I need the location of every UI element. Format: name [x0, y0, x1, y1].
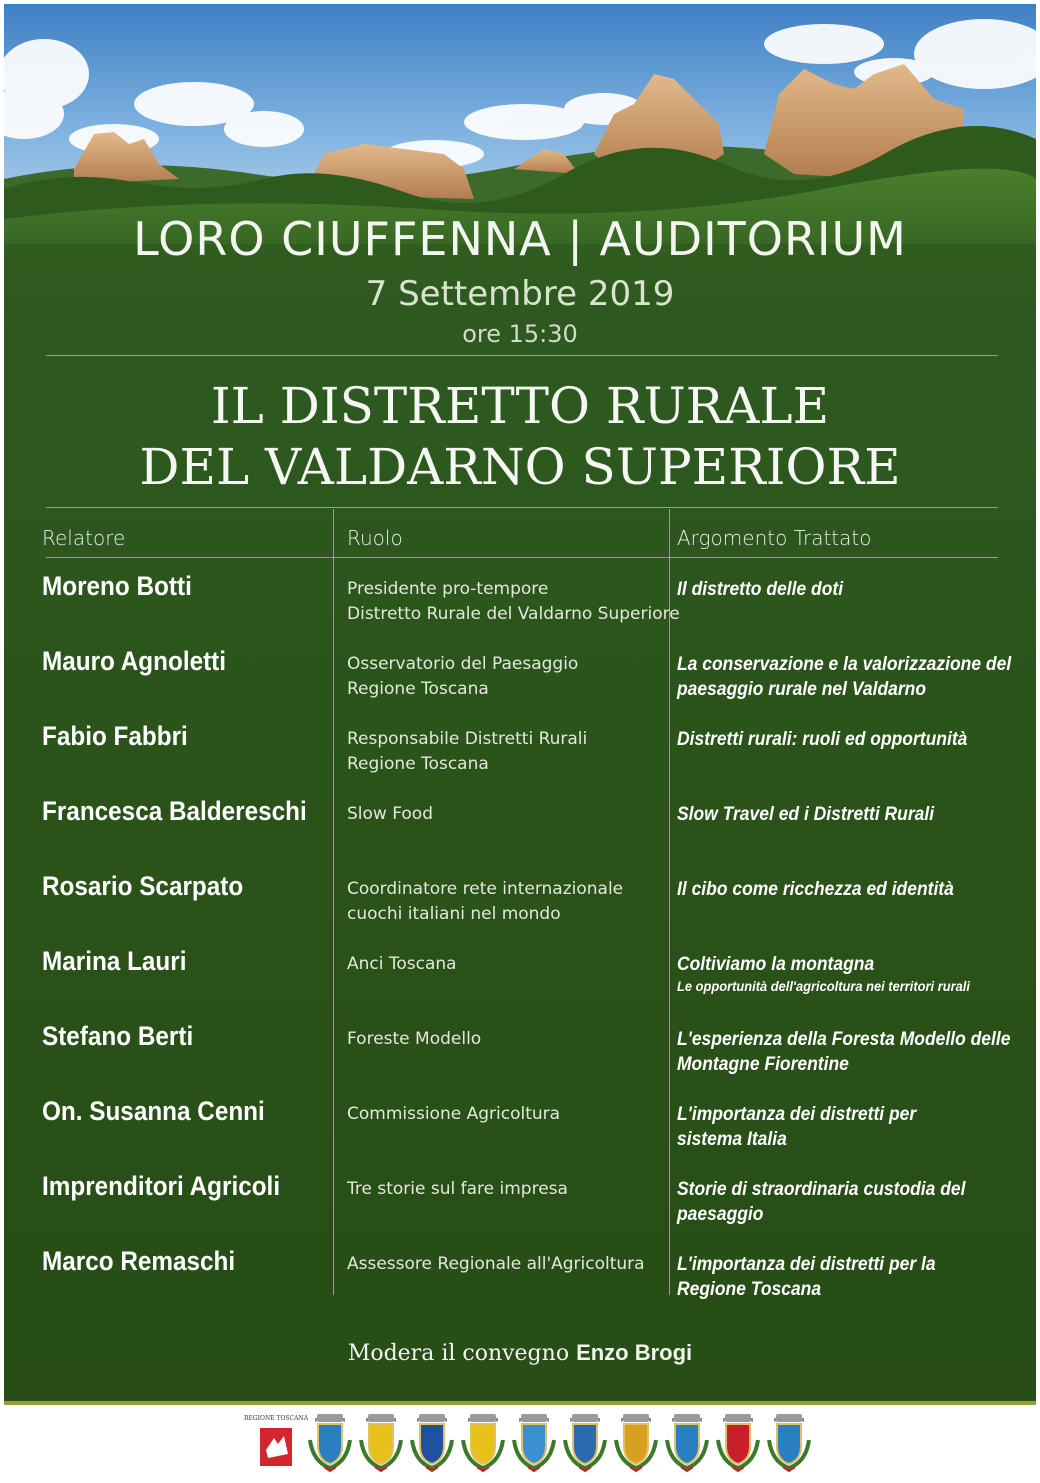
speaker-role-line: Coordinatore rete internazionale	[347, 879, 624, 899]
municipal-crest-2-icon	[358, 1410, 409, 1472]
speaker-role-line: cuochi italiani nel mondo	[347, 904, 561, 924]
table-row	[4, 796, 1036, 875]
municipal-crest-10-icon	[766, 1410, 817, 1472]
talk-topic-line: paesaggio	[677, 1204, 764, 1225]
table-row	[4, 946, 1036, 1025]
speaker-name: Fabio Fabbri	[42, 721, 188, 751]
speaker-role	[347, 577, 680, 627]
speaker-role-line: Distretto Rurale del Valdarno Superiore	[347, 604, 680, 624]
speaker-role-line: Responsabile Distretti Rurali	[347, 729, 588, 749]
speaker-name: Moreno Botti	[42, 571, 192, 601]
talk-topic-line: sistema Italia	[677, 1129, 787, 1150]
table-row	[4, 1171, 1036, 1250]
table-row	[4, 871, 1036, 950]
moderator-name: Enzo Brogi	[576, 1340, 693, 1365]
talk-topic-line: Slow Travel ed i Distretti Rurali	[677, 804, 935, 825]
speaker-role	[347, 1252, 667, 1277]
talk-topic-line: L'importanza dei distretti per la	[677, 1254, 936, 1275]
speaker-name: On. Susanna Cenni	[42, 1096, 265, 1126]
speaker-role	[347, 1177, 667, 1202]
speaker-role-line: Osservatorio del Paesaggio	[347, 654, 579, 674]
talk-topic	[677, 802, 1027, 827]
talk-topic	[677, 877, 1027, 902]
speaker-role-line: Foreste Modello	[347, 1029, 482, 1049]
table-row	[4, 571, 1036, 650]
talk-topic-line: Regione Toscana	[677, 1279, 822, 1300]
municipal-crest-7-icon	[613, 1410, 664, 1472]
talk-topic	[677, 577, 1027, 602]
speaker-role	[347, 727, 667, 777]
talk-topic	[677, 727, 1027, 752]
divider-line	[46, 507, 998, 508]
speaker-role	[347, 652, 667, 702]
speaker-role-line: Regione Toscana	[347, 754, 489, 774]
table-row	[4, 1246, 1036, 1325]
footer-accent-bar	[4, 1401, 1036, 1405]
divider-line	[46, 355, 998, 356]
column-header-ruolo: Ruolo	[347, 526, 403, 550]
speaker-role-line: Anci Toscana	[347, 954, 457, 974]
talk-topic-line: Coltiviamo la montagna	[677, 954, 875, 975]
talk-topic	[677, 1177, 1027, 1227]
talk-topic	[677, 1102, 1027, 1152]
event-time: ore 15:30	[462, 320, 578, 348]
column-header-relatore: Relatore	[42, 526, 126, 550]
regione-toscana-logo-icon	[243, 1410, 309, 1472]
speaker-role-line: Tre storie sul fare impresa	[347, 1179, 568, 1199]
speaker-role-line: Commissione Agricoltura	[347, 1104, 561, 1124]
table-row	[4, 646, 1036, 725]
speaker-role	[347, 802, 667, 827]
speaker-name: Imprenditori Agricoli	[42, 1171, 281, 1201]
municipal-crest-5-icon	[511, 1410, 562, 1472]
header-divider-line	[46, 557, 998, 558]
event-date: 7 Settembre 2019	[365, 274, 675, 314]
event-title	[4, 376, 1036, 498]
talk-topic	[677, 652, 1027, 702]
speaker-name: Rosario Scarpato	[42, 871, 244, 901]
speaker-role-line: Assessore Regionale all'Agricoltura	[347, 1254, 645, 1274]
moderator-prefix: Modera il convegno	[347, 1341, 570, 1366]
speaker-role	[347, 1102, 667, 1127]
talk-topic-line: Il distretto delle doti	[677, 579, 844, 600]
table-row	[4, 1096, 1036, 1175]
event-title-line2: DEL VALDARNO SUPERIORE	[139, 438, 901, 496]
event-location: LORO CIUFFENNA | AUDITORIUM	[133, 212, 907, 266]
table-row	[4, 721, 1036, 800]
talk-topic-subtitle: Le opportunità dell'agricoltura nei territori rurali	[677, 978, 970, 994]
talk-topic	[677, 1252, 1027, 1302]
talk-topic-line: Distretti rurali: ruoli ed opportunità	[677, 729, 968, 750]
talk-topic-line: Storie di straordinaria custodia del	[677, 1179, 966, 1200]
speaker-role	[347, 877, 667, 927]
municipal-crest-1-icon	[307, 1410, 358, 1472]
speaker-name: Mauro Agnoletti	[42, 646, 227, 676]
talk-topic-line: Montagne Fiorentine	[677, 1054, 849, 1075]
regione-logo-text: REGIONE TOSCANA	[243, 1415, 309, 1422]
talk-topic-line: La conservazione e la valorizzazione del	[677, 654, 1012, 675]
municipal-crest-8-icon	[664, 1410, 715, 1472]
talk-topic-line: L'importanza dei distretti per	[677, 1104, 917, 1125]
speaker-role	[347, 952, 667, 977]
speaker-name: Francesca Baldereschi	[42, 796, 307, 826]
moderator-line	[4, 1340, 1036, 1366]
sponsor-crests	[243, 1410, 817, 1472]
talk-topic-line: paesaggio rurale nel Valdarno	[677, 679, 927, 700]
talk-topic	[677, 952, 1027, 995]
table-row	[4, 1021, 1036, 1100]
speaker-role-line: Slow Food	[347, 804, 433, 824]
speaker-name: Marco Remaschi	[42, 1246, 236, 1276]
speaker-name: Stefano Berti	[42, 1021, 194, 1051]
speaker-name: Marina Lauri	[42, 946, 187, 976]
municipal-crest-6-icon	[562, 1410, 613, 1472]
municipal-crest-9-icon	[715, 1410, 766, 1472]
talk-topic-line: L'esperienza della Foresta Modello delle	[677, 1029, 1011, 1050]
speaker-role	[347, 1027, 667, 1052]
municipal-crest-4-icon	[460, 1410, 511, 1472]
speaker-role-line: Regione Toscana	[347, 679, 489, 699]
event-title-line1: IL DISTRETTO RURALE	[210, 377, 830, 435]
column-header-argomento: Argomento Trattato	[677, 526, 872, 550]
speaker-role-line: Presidente pro-tempore	[347, 579, 549, 599]
municipal-crest-3-icon	[409, 1410, 460, 1472]
event-poster	[4, 4, 1036, 1404]
talk-topic-line: Il cibo come ricchezza ed identità	[677, 879, 954, 900]
talk-topic	[677, 1027, 1027, 1077]
